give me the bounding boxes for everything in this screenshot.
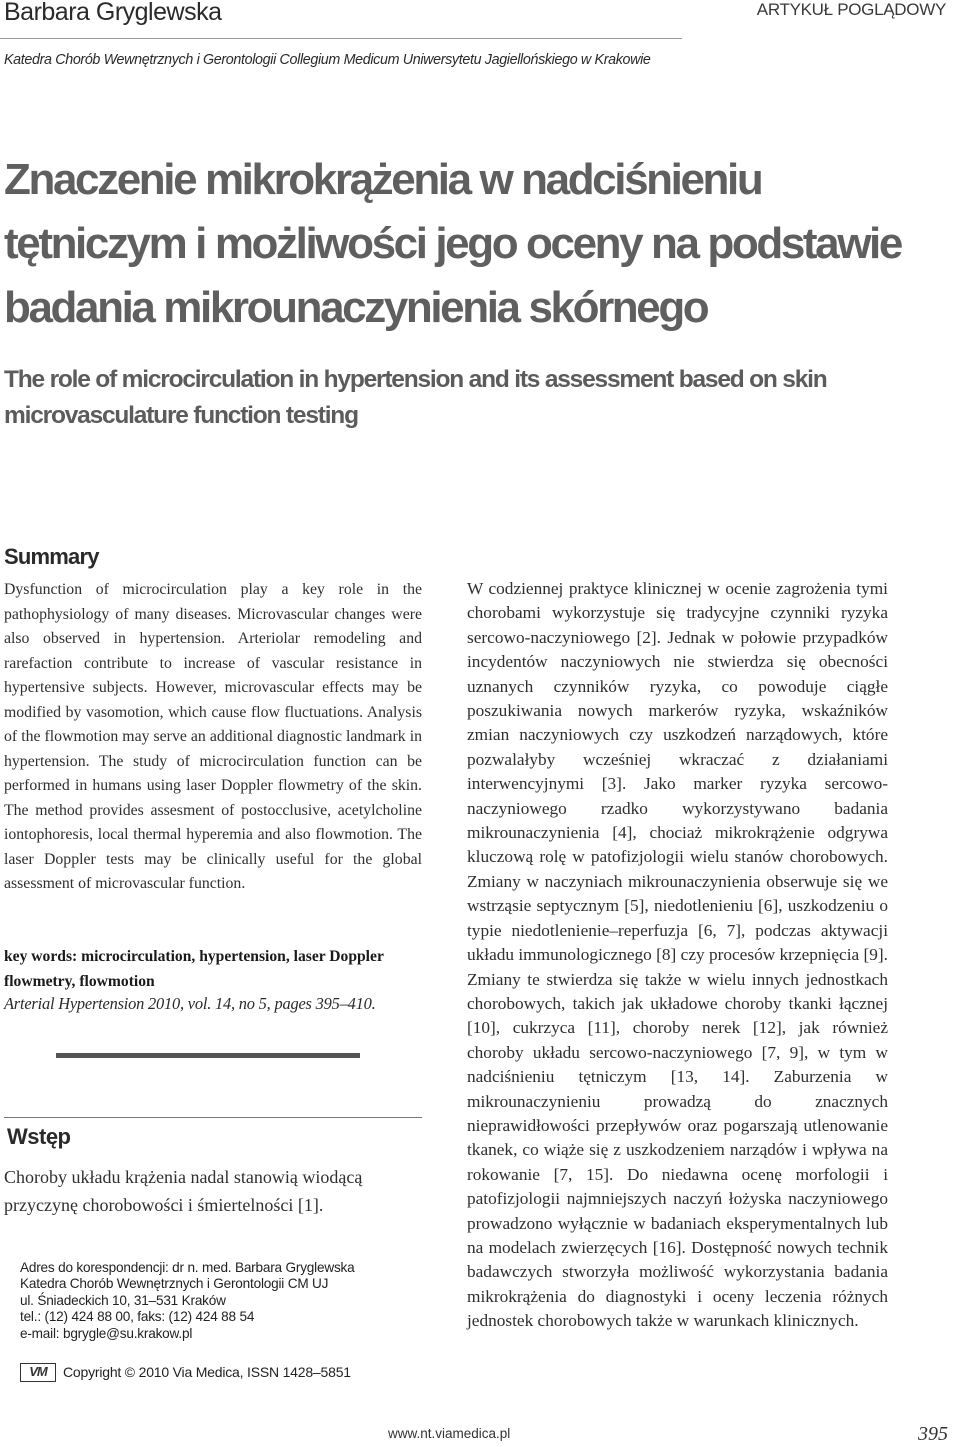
- keywords: key words: microcirculation, hypertension, laser Doppler flowmetry, flowmotion: [4, 948, 384, 990]
- correspondence-line: Katedra Chorób Wewnętrznych i Gerontologii CM UJ: [20, 1276, 329, 1292]
- correspondence-line: ul. Śniadeckich 10, 31–531 Kraków: [20, 1292, 226, 1308]
- intro-heading: Wstęp: [7, 1124, 71, 1149]
- via-medica-logo: VM: [20, 1363, 56, 1382]
- copyright-line: Copyright © 2010 Via Medica, ISSN 1428–5851: [63, 1364, 351, 1380]
- correspondence-line: e-mail: bgrygle@su.krakow.pl: [20, 1325, 193, 1341]
- summary-body: Dysfunction of microcirculation play a key role in the pathophysiology of many diseases. Microvascular changes were also observed in hypertension. Arteriolar remodeling and rarefaction contribute to increase of vascular resistance in hypertensive subjects. However, microvascular effects may be modified by vasomotion, which cause flow fluctuations. Analysis of the flowmotion may serve an additional diagnostic landmark in hypertension. The study of microcirculation function can be performed in humans using laser Doppler flowmetry of the skin. The method provides assesment of postocclusive, acetylcholine iontophoresis, local thermal hyperemia and also flowmotion. The laser Doppler tests may be clinically useful for the global assessment of microvascular function.: [4, 581, 422, 892]
- intro-divider: [4, 1117, 422, 1118]
- right-column-body: W codziennej praktyce klinicznej w ocenie zagrożenia tymi chorobami wykorzystuje się tradycyjne czynniki ryzyka sercowo-naczyniowego [2]. Jednak w połowie przypadków incydentów naczyniowych nie stwierdza się obecności uznanych czynników ryzyka, co powoduje ciągłe poszukiwania nowych markerów ryzyka, wskaźników zmian naczyniowych czy uszkodzeń narządowych, które pozwalałyby wcześniej wkraczać z działaniami interwencyjnymi [3]. Jako marker ryzyka sercowo-naczyniowego rzadko wykorzystywano badania mikrounaczynienia [4], chociaż mikrokrążenie odgrywa kluczową rolę w patofizjologii wielu stanów chorobowych. Zmiany w naczyniach mikrounaczynienia obserwuje się we wstrząsie septycznym [5], niedotlenieniu [6], uszkodzeniu o typie niedotlenienie–reperfuzja [6, 7], podczas aktywacji układu immunologicznego [8] czy procesów krzepnięcia [9]. Zmiany te stwierdza się także w wielu innych jednostkach chorobowych, takich jak układowe choroby tkanki łącznej [10], cukrzyca [11], choroby nerek [12], jak również choroby układu sercowo-naczyniowego [7, 9], w tym w nadciśnieniu tętniczym [13, 14]. Zaburzenia w mikrounaczynieniu prowadzą do znacznych nieprawidłowości przepływów oraz pogarszają utlenowanie tkanek, co wiąże się z uszkodzeniem narządów i wpływa na rokowanie [7, 15]. Do niedawna ocenę morfologii i patofizjologii najmniejszych naczyń łożyska naczyniowego prowadzono wyłącznie w badaniach eksperymentalnych lub na modelach zwierzęcych [16]. Dostępność nowych technik badawczych stworzyła możliwość wykorzystania badania mikrokrążenia do diagnostyki i oceny leczenia różnych jednostek chorobowych także w warunkach klinicznych.: [467, 579, 888, 1331]
- citation: Arterial Hypertension 2010, vol. 14, no 5, pages 395–410.: [4, 994, 376, 1013]
- title-polish: Znaczenie mikrokrążenia w nadciśnieniu tętniczym i możliwości jego oceny na podstawie badania mikrounaczynienia skórnego: [4, 155, 901, 332]
- footer-url: www.nt.viamedica.pl: [388, 1426, 511, 1441]
- author-name: Barbara Gryglewska: [4, 0, 222, 26]
- page-number: 395: [918, 1423, 948, 1445]
- correspondence-line: Adres do korespondencji: dr n. med. Barbara Gryglewska: [20, 1260, 355, 1275]
- affiliation: Katedra Chorób Wewnętrznych i Gerontologii Collegium Medicum Uniwersytetu Jagiellońskiego w Krakowie: [4, 52, 651, 68]
- article-type-label: ARTYKUŁ POGLĄDOWY: [756, 0, 946, 19]
- section-separator-bar: [56, 1053, 360, 1058]
- intro-body: Choroby układu krążenia nadal stanowią wiodącą przyczynę chorobowości i śmiertelności [1].: [4, 1167, 363, 1215]
- correspondence-line: tel.: (12) 424 88 00, faks: (12) 424 88 54: [20, 1309, 255, 1325]
- header-divider: [0, 38, 682, 39]
- summary-heading: Summary: [4, 544, 99, 569]
- correspondence-block: [20, 1260, 355, 1342]
- title-english: The role of microcirculation in hypertension and its assessment based on skin microvasculature function testing: [4, 366, 827, 429]
